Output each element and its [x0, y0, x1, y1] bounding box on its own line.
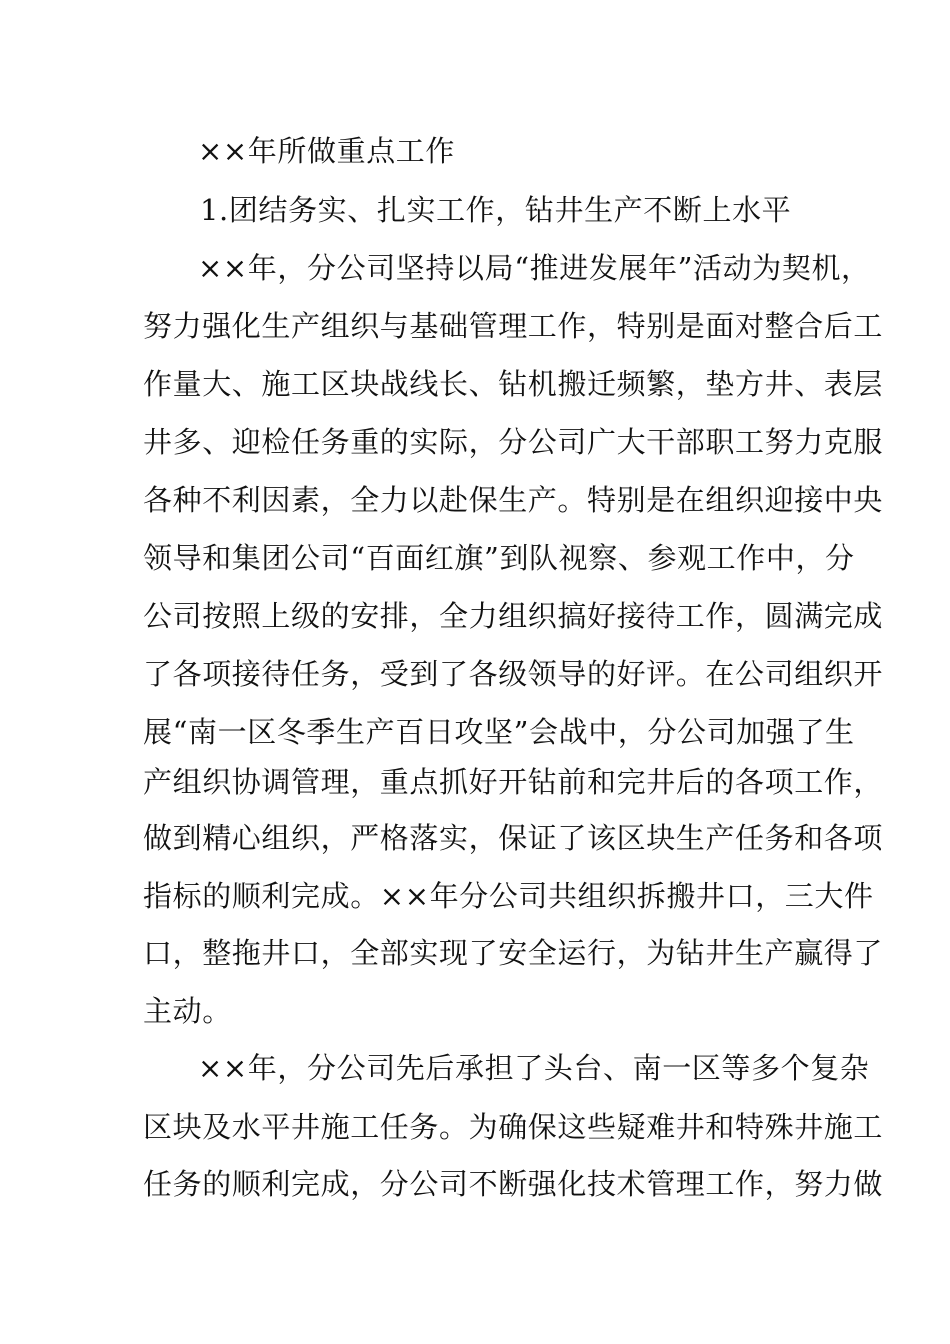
paragraph-1-line-4: 井多、迎检任务重的实际，分公司广大干部职工努力克服 [143, 425, 884, 459]
section-heading: ××年所做重点工作 [198, 134, 455, 168]
paragraph-1-line-3: 作量大、施工区块战线长、钻机搬迁频繁，垫方井、表层 [143, 367, 884, 401]
paragraph-1-line-10: 产组织协调管理，重点抓好开钻前和完井后的各项工作， [143, 765, 884, 799]
paragraph-1-line-7: 公司按照上级的安排，全力组织搞好接待工作，圆满完成 [143, 599, 884, 633]
subsection-heading: 1.团结务实、扎实工作，钻井生产不断上水平 [200, 193, 792, 227]
paragraph-1-line-13: 口，整拖井口，全部实现了安全运行，为钻井生产赢得了 [143, 936, 884, 970]
paragraph-1-line-8: 了各项接待任务，受到了各级领导的好评。在公司组织开 [143, 657, 884, 691]
paragraph-1-line-14: 主动。 [143, 994, 232, 1028]
paragraph-1-line-9: 展“南一区冬季生产百日攻坚”会战中，分公司加强了生 [143, 715, 855, 749]
paragraph-2-line-1: ××年，分公司先后承担了头台、南一区等多个复杂 [198, 1051, 870, 1085]
paragraph-1-line-11: 做到精心组织，严格落实，保证了该区块生产任务和各项 [143, 821, 884, 855]
paragraph-1-line-12: 指标的顺利完成。××年分公司共组织拆搬井口，三大件 [143, 879, 874, 913]
paragraph-1-line-5: 各种不利因素，全力以赴保生产。特别是在组织迎接中央 [143, 483, 884, 517]
paragraph-1-line-1: ××年，分公司坚持以局“推进发展年”活动为契机， [198, 251, 871, 285]
paragraph-1-line-6: 领导和集团公司“百面红旗”到队视察、参观工作中，分 [143, 541, 855, 575]
paragraph-1-line-2: 努力强化生产组织与基础管理工作，特别是面对整合后工 [143, 309, 884, 343]
paragraph-2-line-2: 区块及水平井施工任务。为确保这些疑难井和特殊井施工 [143, 1110, 884, 1144]
paragraph-2-line-3: 任务的顺利完成，分公司不断强化技术管理工作，努力做 [143, 1167, 884, 1201]
